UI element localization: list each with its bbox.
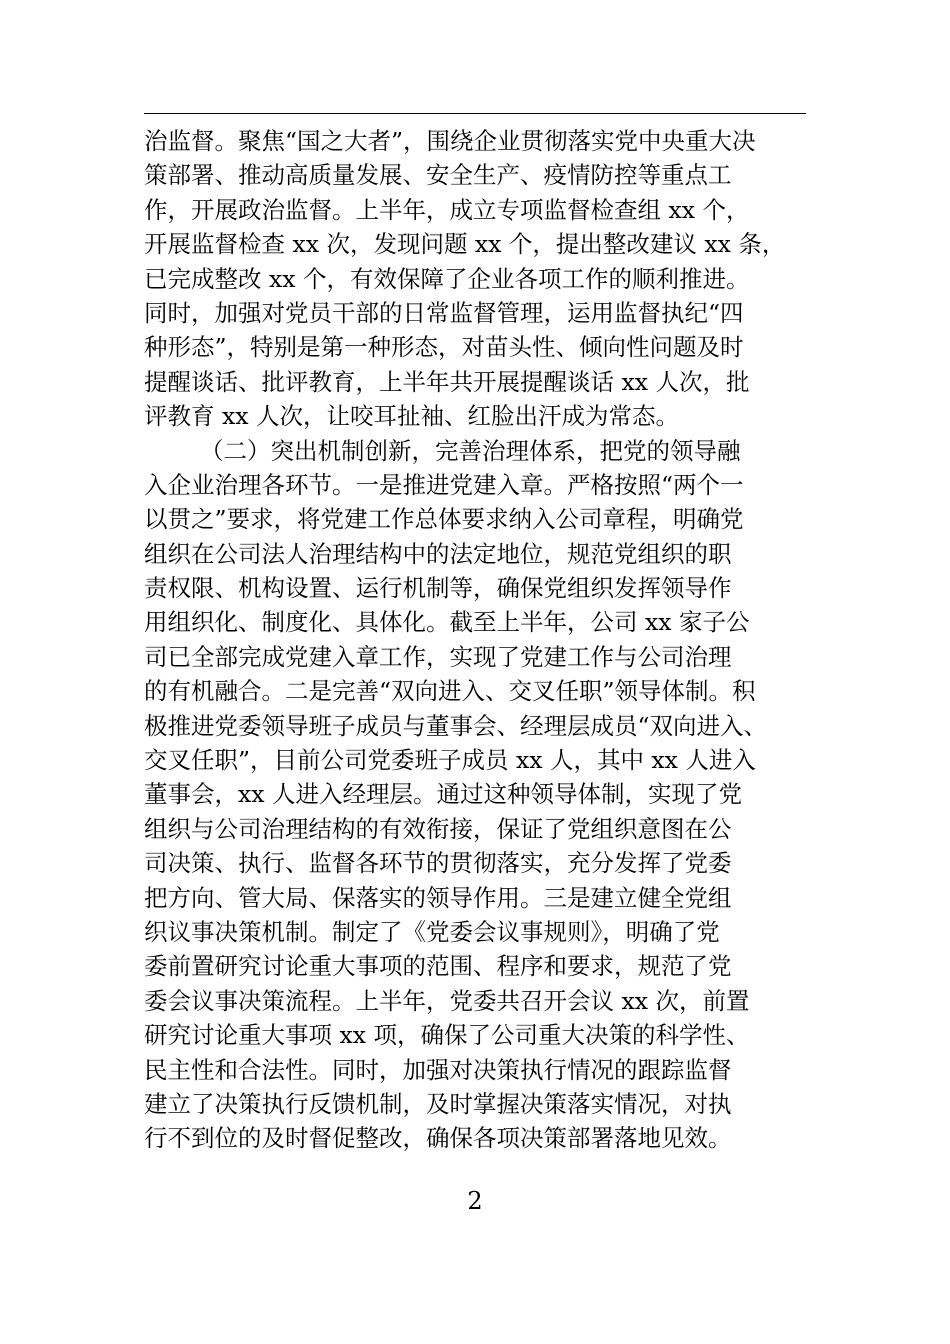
text-line: 民主性和合法性。同时，加强对决策执行情况的跟踪监督 (144, 1055, 732, 1084)
text-line: 建立了决策执行反馈机制，及时掌握决策落实情况，对执 (144, 1089, 732, 1118)
text-line: 委会议事决策流程。上半年，党委共召开会议 xx 次，前置 (144, 986, 750, 1015)
text-line: 入企业治理各环节。一是推进党建入章。严格按照“两个一 (144, 470, 744, 499)
text-line: 以贯之”要求，将党建工作总体要求纳入公司章程，明确党 (144, 505, 744, 534)
text-line: 治监督。聚焦“国之大者”，围绕企业贯彻落实党中央重大决 (144, 127, 756, 155)
paragraph-2-first-line: （二）突出机制创新，完善治理体系，把党的领导融 (200, 436, 741, 465)
text-line: 提醒谈话、批评教育，上半年共开展提醒谈话 xx 人次，批 (144, 367, 750, 396)
text-line: 行不到位的及时督促整改，确保各项决策部署落地见效。 (144, 1124, 732, 1153)
text-line: 种形态”，特别是第一种形态，对苗头性、倾向性问题及时 (144, 333, 744, 362)
text-line: 委前置研究讨论重大事项的范围、程序和要求，规范了党 (144, 952, 732, 981)
text-line: 开展监督检查 xx 次，发现问题 xx 个，提出整改建议 xx 条， (144, 230, 786, 259)
text-line: 同时，加强对党员干部的日常监督管理，运用监督执纪“四 (144, 298, 744, 327)
text-line: 把方向、管大局、保落实的领导作用。三是建立健全党组 (144, 883, 732, 912)
text-line: 司决策、执行、监督各环节的贯彻落实，充分发挥了党委 (144, 849, 732, 878)
text-line: 司已全部完成党建入章工作，实现了党建工作与公司治理 (144, 642, 732, 671)
page-number: 2 (467, 1187, 483, 1215)
body-text (144, 124, 806, 1156)
text-line: 作，开展政治监督。上半年，成立专项监督检查组 xx 个， (144, 195, 750, 224)
text-line: 的有机融合。二是完善“双向进入、交叉任职”领导体制。积 (144, 677, 756, 706)
text-line: 已完成整改 xx 个，有效保障了企业各项工作的顺利推进。 (144, 264, 750, 293)
text-line: 用组织化、制度化、具体化。截至上半年，公司 xx 家子公 (144, 608, 750, 637)
text-line: 评教育 xx 人次，让咬耳扯袖、红脸出汗成为常态。 (144, 402, 679, 431)
text-line: 董事会，xx 人进入经理层。通过这种领导体制，实现了党 (144, 780, 742, 809)
text-line: 组织与公司治理结构的有效衔接，保证了党组织意图在公 (144, 814, 732, 843)
header-rule (144, 113, 806, 114)
text-line: 组织在公司法人治理结构中的法定地位，规范党组织的职 (144, 539, 732, 568)
text-line: 织议事决策机制。制定了《党委会议事规则》，明确了党 (144, 917, 720, 946)
text-line: 研究讨论重大事项 xx 项，确保了公司重大决策的科学性、 (144, 1021, 750, 1050)
text-line: 责权限、机构设置、运行机制等，确保党组织发挥领导作 (144, 574, 732, 603)
text-line: 交叉任职”，目前公司党委班子成员 xx 人，其中 xx 人进入 (144, 746, 756, 775)
text-line: 极推进党委领导班子成员与董事会、经理层成员“双向进入、 (144, 711, 768, 740)
text-line: 策部署、推动高质量发展、安全生产、疫情防控等重点工 (144, 161, 732, 190)
